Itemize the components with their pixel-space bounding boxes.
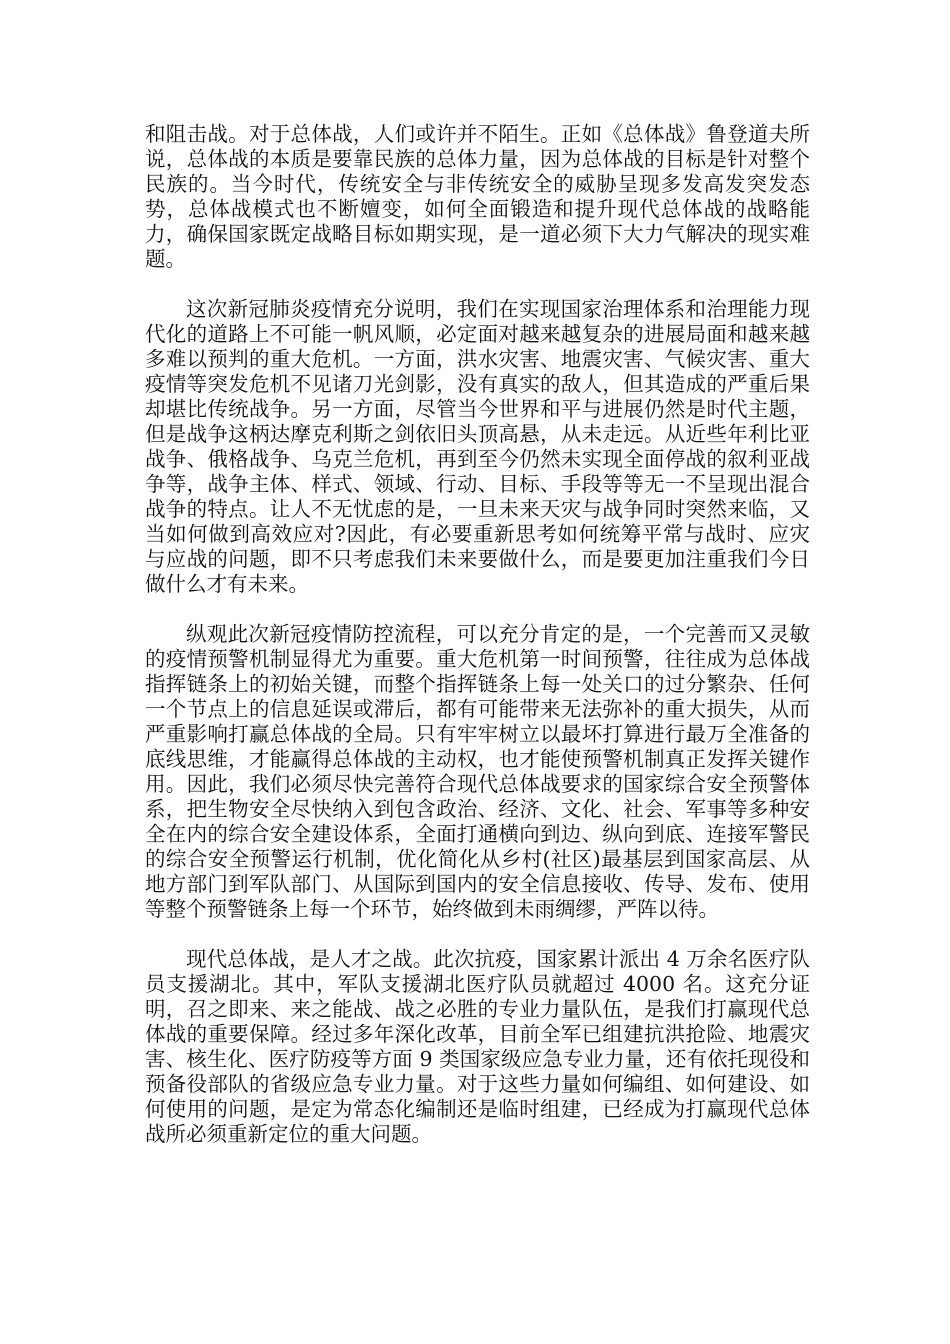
document-body: [145, 122, 810, 1172]
paragraph-2: 这次新冠肺炎疫情充分说明，我们在实现国家治理体系和治理能力现代化的道路上不可能一帆风顺，必定面对越来越复杂的进展局面和越来越多难以预判的重大危机。一方面，洪水灾害、地震灾害、气候灾害、重大疫情等突发危机不见诸刀光剑影，没有真实的敌人，但其造成的严重后果却堪比传统战争。另一方面，尽管当今世界和平与进展仍然是时代主题，但是战争这柄达摩克利斯之剑依旧头顶高悬，从未走远。从近些年利比亚战争、俄格战争、乌克兰危机，再到至今仍然未实现全面停战的叙利亚战争等，战争主体、样式、领域、行动、目标、手段等等无一不呈现出混合战争的特点。让人不无忧虑的是，一旦未来天灾与战争同时突然来临，又当如何做到高效应对?因此，有必要重新思考如何统筹平常与战时、应灾与应战的问题，即不只考虑我们未来要做什么，而是要更加注重我们今日做什么才有未来。: [145, 297, 810, 596]
paragraph-1: 和阻击战。对于总体战，人们或许并不陌生。正如《总体战》鲁登道夫所说，总体战的本质是要靠民族的总体力量，因为总体战的目标是针对整个民族的。当今时代，传统安全与非传统安全的威胁呈现多发高发突发态势，总体战模式也不断嬗变，如何全面锻造和提升现代总体战的战略能力，确保国家既定战略目标如期实现，是一道必须下大力气解决的现实难题。: [145, 122, 810, 271]
paragraph-4: 现代总体战，是人才之战。此次抗疫，国家累计派出 4 万余名医疗队员支援湖北。其中，军队支援湖北医疗队员就超过 4000 名。这充分证明，召之即来、来之能战、战之必胜的专业力量队伍，是我们打赢现代总体战的重要保障。经过多年深化改革，目前全军已组建抗洪抢险、地震灾害、核生化、医疗防疫等方面 9 类国家级应急专业力量，还有依托现役和预备役部队的省级应急专业力量。对于这些力量如何编组、如何建设、如何使用的问题，是定为常态化编制还是临时组建，已经成为打赢现代总体战所必须重新定位的重大问题。: [145, 947, 810, 1146]
paragraph-3: 纵观此次新冠疫情防控流程，可以充分肯定的是，一个完善而又灵敏的疫情预警机制显得尤为重要。重大危机第一时间预警，往往成为总体战指挥链条上的初始关键，而整个指挥链条上每一处关口的过分繁杂、任何一个节点上的信息延误或滞后，都有可能带来无法弥补的重大损失，从而严重影响打赢总体战的全局。只有牢牢树立以最坏打算进行最万全准备的底线思维，才能赢得总体战的主动权，也才能使预警机制真正发挥关键作用。因此，我们必须尽快完善符合现代总体战要求的国家综合安全预警体系，把生物安全尽快纳入到包含政治、经济、文化、社会、军事等多种安全在内的综合安全建设体系，全面打通横向到边、纵向到底、连接军警民的综合安全预警运行机制，优化简化从乡村(社区)最基层到国家高层、从地方部门到军队部门、从国际到国内的安全信息接收、传导、发布、使用等整个预警链条上每一个环节，始终做到未雨绸缪，严阵以待。: [145, 622, 810, 921]
